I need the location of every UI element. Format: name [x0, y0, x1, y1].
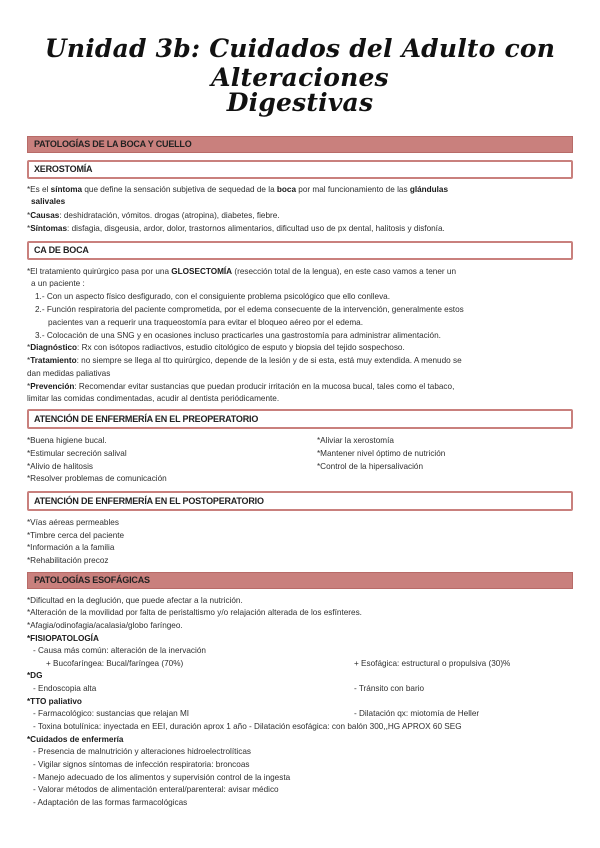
subsection-heading-postoperatorio: ATENCIÓN DE ENFERMERÍA EN EL POSTOPERATORIO [27, 491, 573, 511]
list-item: *Estimular secreción salival [27, 449, 127, 458]
subheading-cuidados: *Cuidados de enfermería [27, 735, 124, 744]
list-item: - Tránsito con bario [354, 684, 425, 693]
subheading-dg: *DG [27, 671, 43, 680]
list-item: + Bucofaríngea: Bucal/faríngea (70%) [46, 659, 184, 668]
list-item: - Adaptación de las formas farmacológicas [33, 798, 188, 807]
subheading-tto: *TTO paliativo [27, 697, 82, 706]
text-line: - Causa más común: alteración de la inervación [33, 646, 206, 655]
list-item: *Alivio de halitosis [27, 462, 93, 471]
text-line: *Afagia/odinofagia/acalasia/globo faríngeo. [27, 621, 183, 630]
text-line: limitar las comidas condimentadas, acudir al dentista periódicamente. [27, 394, 280, 403]
subsection-heading-ca-boca: CA DE BOCA [27, 241, 573, 260]
list-item: pacientes van a requerir una traqueostomía para evitar el bloqueo aéreo por el edema. [48, 318, 363, 327]
list-item: 1.- Con un aspecto físico desfigurado, con el consiguiente problema psicológico que ello conlleva. [35, 292, 391, 301]
list-item: - Valorar métodos de alimentación enteral/parenteral: avisar médico [33, 785, 279, 794]
list-item: - Toxina botulínica: inyectada en EEI, duración aprox 1 año - Dilatación esofágica: con balón 300,,HG APROX 60 SEG [33, 722, 462, 731]
list-item: - Manejo adecuado de los alimentos y supervisión control de la ingesta [33, 773, 291, 782]
list-item: *Vías aéreas permeables [27, 518, 119, 527]
list-item: - Presencia de malnutrición y alteraciones hidroelectrolíticas [33, 747, 251, 756]
list-item: *Rehabilitación precoz [27, 556, 109, 565]
list-item: *Control de la hipersalivación [317, 462, 424, 471]
text-line: *Es el síntoma que define la sensación subjetiva de sequedad de la boca por mal funcionamiento de las glándulas [27, 185, 449, 194]
text-line: *Causas: deshidratación, vómitos. drogas (atropina), diabetes, fiebre. [27, 211, 280, 220]
text-line: *Prevención: Recomendar evitar sustancias que puedan producir irritación en la mucosa bucal, tales como el tabaco, [27, 382, 455, 391]
subsection-heading-preoperatorio: ATENCIÓN DE ENFERMERÍA EN EL PREOPERATORIO [27, 409, 573, 429]
list-item: 3.- Colocación de una SNG y en ocasiones incluso practicarles una gastrostomía para administrar alimentación. [35, 331, 441, 340]
list-item: *Timbre cerca del paciente [27, 531, 125, 540]
list-item: *Resolver problemas de comunicación [27, 474, 167, 483]
list-item: - Vigilar signos síntomas de infección respiratoria: broncoas [33, 760, 250, 769]
list-item: *Buena higiene bucal. [27, 436, 107, 445]
text-line: *Tratamiento: no siempre se llega al tto quirúrgico, depende de la lesión y de si esta, está muy extendida. A menudo se [27, 356, 462, 365]
list-item: - Farmacológico: sustancias que relajan MI [33, 709, 190, 718]
subsection-heading-xerostomia: XEROSTOMÍA [27, 160, 573, 179]
text-line: *Dificultad en la deglución, que puede afectar a la nutrición. [27, 596, 243, 605]
list-item: *Aliviar la xerostomía [317, 436, 394, 445]
subheading-fisiopatologia: *FISIOPATOLOGÍA [27, 634, 99, 643]
list-item: - Dilatación qx: miotomía de Heller [354, 709, 480, 718]
text-line: *Síntomas: disfagia, disgeusia, ardor, dolor, trastornos alimentarios, dificultad uso de px dental, halitosis y disfonía. [27, 224, 445, 233]
list-item: *Información a la familia [27, 543, 115, 552]
text-line: *Alteración de la movilidad por falta de peristaltismo y/o relajación alterada de los esfínteres. [27, 608, 362, 617]
list-item: - Endoscopia alta [33, 684, 97, 693]
page-title-continued: Digestivas [226, 88, 374, 117]
text-line: *Diagnóstico: Rx con isótopos radiactivos, estudio citológico de esputo y biopsia del tejido sospechoso. [27, 343, 405, 352]
text-line: salivales [31, 197, 66, 206]
list-item: *Mantener nivel óptimo de nutrición [317, 449, 446, 458]
section-heading-esofagicas: PATOLOGÍAS ESOFÁGICAS [27, 572, 573, 589]
section-heading-boca-cuello: PATOLOGÍAS DE LA BOCA Y CUELLO [27, 136, 573, 153]
list-item: 2.- Función respiratoria del paciente comprometida, por el edema consecuente de la intervención, generalmente estos [35, 305, 464, 314]
text-line: dan medidas paliativas [27, 369, 111, 378]
page-title: Unidad 3b: Cuidados del Adulto con Alteraciones [44, 34, 556, 92]
text-line: *El tratamiento quirúrgico pasa por una GLOSECTOMÍA (resección total de la lengua), en este caso vamos a tener un [27, 267, 457, 276]
text-line: a un paciente : [31, 279, 85, 288]
list-item: + Esofágica: estructural o propulsiva (30)% [354, 659, 511, 668]
